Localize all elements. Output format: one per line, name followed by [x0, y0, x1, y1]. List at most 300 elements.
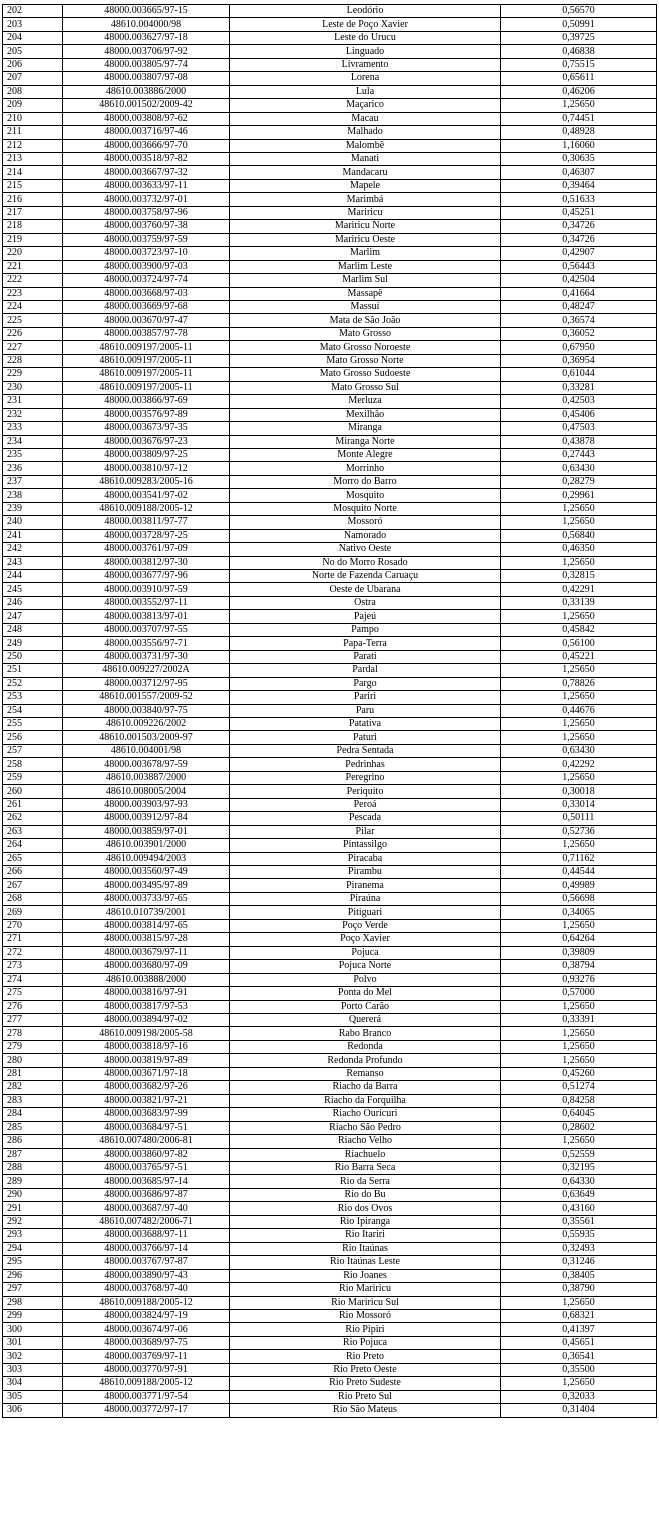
value-cell: 0,48928: [501, 126, 657, 139]
value-cell: 0,33014: [501, 798, 657, 811]
table-row: [3, 489, 657, 502]
row-number-cell: 227: [3, 341, 63, 354]
row-number-cell: 280: [3, 1054, 63, 1067]
process-number-cell: 48000.003903/97-93: [63, 798, 230, 811]
process-number-cell: 48000.003685/97-14: [63, 1175, 230, 1188]
row-number-cell: 268: [3, 892, 63, 905]
table-row: [3, 247, 657, 260]
value-cell: 0,33391: [501, 1013, 657, 1026]
process-number-cell: 48000.003552/97-11: [63, 596, 230, 609]
table-body: [3, 5, 657, 1418]
field-name-cell: Rabo Branco: [230, 1027, 501, 1040]
table-row: [3, 1054, 657, 1067]
table-row: [3, 220, 657, 233]
value-cell: 0,45260: [501, 1067, 657, 1080]
value-cell: 0,34065: [501, 906, 657, 919]
row-number-cell: 306: [3, 1404, 63, 1417]
value-cell: 0,56570: [501, 5, 657, 18]
field-name-cell: Quererá: [230, 1013, 501, 1026]
field-name-cell: Riacho da Forquilha: [230, 1094, 501, 1107]
process-number-cell: 48610.003901/2000: [63, 839, 230, 852]
field-name-cell: Rio Mossoró: [230, 1309, 501, 1322]
row-number-cell: 228: [3, 354, 63, 367]
process-number-cell: 48000.003689/97-75: [63, 1336, 230, 1349]
row-number-cell: 297: [3, 1283, 63, 1296]
field-name-cell: Patativa: [230, 718, 501, 731]
value-cell: 0,46350: [501, 543, 657, 556]
process-number-cell: 48000.003669/97-68: [63, 300, 230, 313]
value-cell: 1,25650: [501, 502, 657, 515]
value-cell: 0,64330: [501, 1175, 657, 1188]
process-number-cell: 48000.003728/97-25: [63, 529, 230, 542]
row-number-cell: 211: [3, 126, 63, 139]
field-name-cell: Marlim Leste: [230, 260, 501, 273]
value-cell: 0,56698: [501, 892, 657, 905]
value-cell: 0,49989: [501, 879, 657, 892]
field-name-cell: Pescada: [230, 812, 501, 825]
value-cell: 0,39464: [501, 179, 657, 192]
process-number-cell: 48000.003667/97-32: [63, 166, 230, 179]
value-cell: 0,36574: [501, 314, 657, 327]
row-number-cell: 276: [3, 1000, 63, 1013]
row-number-cell: 212: [3, 139, 63, 152]
table-row: [3, 1202, 657, 1215]
field-name-cell: Norte de Fazenda Caruaçu: [230, 570, 501, 583]
table-row: [3, 1081, 657, 1094]
process-number-cell: 48000.003670/97-47: [63, 314, 230, 327]
process-number-cell: 48000.003912/97-84: [63, 812, 230, 825]
row-number-cell: 216: [3, 193, 63, 206]
row-number-cell: 254: [3, 704, 63, 717]
field-name-cell: Rio Joanes: [230, 1269, 501, 1282]
value-cell: 0,46838: [501, 45, 657, 58]
field-name-cell: Rio Preto Sul: [230, 1390, 501, 1403]
process-number-cell: 48610.001503/2009-97: [63, 731, 230, 744]
field-name-cell: Rio Preto Sudeste: [230, 1377, 501, 1390]
row-number-cell: 210: [3, 112, 63, 125]
row-number-cell: 222: [3, 274, 63, 287]
table-row: [3, 462, 657, 475]
field-name-cell: Mapele: [230, 179, 501, 192]
row-number-cell: 236: [3, 462, 63, 475]
process-number-cell: 48000.003684/97-51: [63, 1121, 230, 1134]
row-number-cell: 295: [3, 1256, 63, 1269]
field-name-cell: Ostra: [230, 596, 501, 609]
row-number-cell: 252: [3, 677, 63, 690]
table-row: [3, 946, 657, 959]
row-number-cell: 303: [3, 1363, 63, 1376]
process-number-cell: 48610.009188/2005-12: [63, 1377, 230, 1390]
table-row: [3, 1323, 657, 1336]
row-number-cell: 275: [3, 987, 63, 1000]
row-number-cell: 205: [3, 45, 63, 58]
row-number-cell: 272: [3, 946, 63, 959]
table-row: [3, 99, 657, 112]
process-number-cell: 48000.003556/97-71: [63, 637, 230, 650]
field-name-cell: Mossoró: [230, 516, 501, 529]
field-name-cell: Manati: [230, 152, 501, 165]
row-number-cell: 229: [3, 368, 63, 381]
process-number-cell: 48000.003495/97-89: [63, 879, 230, 892]
field-name-cell: Miranga: [230, 422, 501, 435]
field-name-cell: Pajeú: [230, 610, 501, 623]
table-row: [3, 1242, 657, 1255]
field-name-cell: Rio Itariri: [230, 1229, 501, 1242]
field-name-cell: Mato Grosso Sudoeste: [230, 368, 501, 381]
process-number-cell: 48000.003541/97-02: [63, 489, 230, 502]
value-cell: 0,52736: [501, 825, 657, 838]
table-row: [3, 879, 657, 892]
table-row: [3, 1390, 657, 1403]
value-cell: 0,32815: [501, 570, 657, 583]
process-number-cell: 48610.009197/2005-11: [63, 368, 230, 381]
value-cell: 0,39809: [501, 946, 657, 959]
value-cell: 0,55935: [501, 1229, 657, 1242]
value-cell: 0,42907: [501, 247, 657, 260]
process-number-cell: 48000.003805/97-74: [63, 58, 230, 71]
table-row: [3, 691, 657, 704]
field-name-cell: Remanso: [230, 1067, 501, 1080]
row-number-cell: 287: [3, 1148, 63, 1161]
table-row: [3, 1296, 657, 1309]
field-name-cell: Namorado: [230, 529, 501, 542]
field-name-cell: Redonda: [230, 1040, 501, 1053]
row-number-cell: 289: [3, 1175, 63, 1188]
process-number-cell: 48610.004001/98: [63, 744, 230, 757]
value-cell: 0,51633: [501, 193, 657, 206]
value-cell: 0,45251: [501, 206, 657, 219]
process-number-cell: 48000.003731/97-30: [63, 650, 230, 663]
value-cell: 0,52559: [501, 1148, 657, 1161]
row-number-cell: 264: [3, 839, 63, 852]
table-row: [3, 1000, 657, 1013]
field-name-cell: Malombê: [230, 139, 501, 152]
field-name-cell: Rio Preto: [230, 1350, 501, 1363]
value-cell: 0,44544: [501, 866, 657, 879]
value-cell: 0,63649: [501, 1188, 657, 1201]
process-number-cell: 48000.003766/97-14: [63, 1242, 230, 1255]
table-row: [3, 1404, 657, 1417]
table-row: [3, 354, 657, 367]
field-name-cell: Marlim: [230, 247, 501, 260]
value-cell: 0,78826: [501, 677, 657, 690]
process-number-cell: 48000.003824/97-19: [63, 1309, 230, 1322]
value-cell: 1,25650: [501, 1296, 657, 1309]
field-name-cell: Mosquito Norte: [230, 502, 501, 515]
table-row: [3, 825, 657, 838]
value-cell: 0,51274: [501, 1081, 657, 1094]
table-row: [3, 1188, 657, 1201]
value-cell: 1,25650: [501, 1135, 657, 1148]
field-name-cell: Rio dos Ovos: [230, 1202, 501, 1215]
value-cell: 0,56443: [501, 260, 657, 273]
value-cell: 0,42291: [501, 583, 657, 596]
field-name-cell: Mato Grosso Noroeste: [230, 341, 501, 354]
table-row: [3, 906, 657, 919]
row-number-cell: 206: [3, 58, 63, 71]
row-number-cell: 260: [3, 785, 63, 798]
row-number-cell: 248: [3, 623, 63, 636]
table-row: [3, 1215, 657, 1228]
process-number-cell: 48000.003900/97-03: [63, 260, 230, 273]
process-number-cell: 48610.009197/2005-11: [63, 354, 230, 367]
field-name-cell: No do Morro Rosado: [230, 556, 501, 569]
process-number-cell: 48000.003767/97-87: [63, 1256, 230, 1269]
process-number-cell: 48000.003760/97-38: [63, 220, 230, 233]
process-number-cell: 48000.003809/97-25: [63, 448, 230, 461]
table-row: [3, 812, 657, 825]
row-number-cell: 204: [3, 31, 63, 44]
process-number-cell: 48000.003576/97-89: [63, 408, 230, 421]
row-number-cell: 238: [3, 489, 63, 502]
field-name-cell: Poço Xavier: [230, 933, 501, 946]
row-number-cell: 301: [3, 1336, 63, 1349]
value-cell: 0,65611: [501, 72, 657, 85]
row-number-cell: 207: [3, 72, 63, 85]
field-name-cell: Riachuelo: [230, 1148, 501, 1161]
row-number-cell: 243: [3, 556, 63, 569]
table-row: [3, 583, 657, 596]
field-name-cell: Pardal: [230, 664, 501, 677]
field-name-cell: Pampo: [230, 623, 501, 636]
field-name-cell: Rio Barra Seca: [230, 1161, 501, 1174]
value-cell: 0,45221: [501, 650, 657, 663]
row-number-cell: 285: [3, 1121, 63, 1134]
field-name-cell: Rio Itaúnas Leste: [230, 1256, 501, 1269]
value-cell: 0,93276: [501, 973, 657, 986]
row-number-cell: 283: [3, 1094, 63, 1107]
field-name-cell: Monte Alegre: [230, 448, 501, 461]
row-number-cell: 250: [3, 650, 63, 663]
process-number-cell: 48000.003759/97-59: [63, 233, 230, 246]
table-row: [3, 1040, 657, 1053]
table-row: [3, 287, 657, 300]
process-number-cell: 48000.003518/97-82: [63, 152, 230, 165]
row-number-cell: 292: [3, 1215, 63, 1228]
process-number-cell: 48000.003807/97-08: [63, 72, 230, 85]
row-number-cell: 218: [3, 220, 63, 233]
row-number-cell: 271: [3, 933, 63, 946]
table-row: [3, 341, 657, 354]
process-number-cell: 48000.003707/97-55: [63, 623, 230, 636]
process-number-cell: 48000.003677/97-96: [63, 570, 230, 583]
field-name-cell: Mosquito: [230, 489, 501, 502]
row-number-cell: 246: [3, 596, 63, 609]
process-number-cell: 48610.009197/2005-11: [63, 341, 230, 354]
field-name-cell: Mata de São João: [230, 314, 501, 327]
table-row: [3, 152, 657, 165]
table-row: [3, 973, 657, 986]
value-cell: 0,42503: [501, 395, 657, 408]
process-number-cell: 48000.003815/97-28: [63, 933, 230, 946]
row-number-cell: 253: [3, 691, 63, 704]
value-cell: 0,41397: [501, 1323, 657, 1336]
process-number-cell: 48610.009188/2005-12: [63, 1296, 230, 1309]
row-number-cell: 290: [3, 1188, 63, 1201]
field-name-cell: Pilar: [230, 825, 501, 838]
table-row: [3, 785, 657, 798]
value-cell: 0,30018: [501, 785, 657, 798]
process-number-cell: 48000.003812/97-30: [63, 556, 230, 569]
row-number-cell: 230: [3, 381, 63, 394]
value-cell: 1,25650: [501, 839, 657, 852]
field-name-cell: Leodório: [230, 5, 501, 18]
table-row: [3, 260, 657, 273]
value-cell: 0,33281: [501, 381, 657, 394]
table-row: [3, 1377, 657, 1390]
process-number-cell: 48000.003671/97-18: [63, 1067, 230, 1080]
row-number-cell: 278: [3, 1027, 63, 1040]
field-name-cell: Rio Preto Oeste: [230, 1363, 501, 1376]
row-number-cell: 277: [3, 1013, 63, 1026]
row-number-cell: 235: [3, 448, 63, 461]
table-row: [3, 933, 657, 946]
table-row: [3, 798, 657, 811]
value-cell: 0,50991: [501, 18, 657, 31]
table-row: [3, 1135, 657, 1148]
value-cell: 0,34726: [501, 233, 657, 246]
field-name-cell: Peregrino: [230, 771, 501, 784]
process-number-cell: 48000.003768/97-40: [63, 1283, 230, 1296]
process-number-cell: 48000.003683/97-99: [63, 1108, 230, 1121]
table-row: [3, 677, 657, 690]
process-number-cell: 48000.003686/97-87: [63, 1188, 230, 1201]
process-number-cell: 48000.003688/97-11: [63, 1229, 230, 1242]
process-number-cell: 48610.003888/2000: [63, 973, 230, 986]
table-row: [3, 408, 657, 421]
value-cell: 1,25650: [501, 1040, 657, 1053]
field-name-cell: Rio do Bu: [230, 1188, 501, 1201]
process-number-cell: 48610.009198/2005-58: [63, 1027, 230, 1040]
value-cell: 0,34726: [501, 220, 657, 233]
row-number-cell: 261: [3, 798, 63, 811]
field-name-cell: Pojuca Norte: [230, 960, 501, 973]
value-cell: 0,45842: [501, 623, 657, 636]
value-cell: 1,25650: [501, 718, 657, 731]
value-cell: 0,39725: [501, 31, 657, 44]
process-number-cell: 48000.003817/97-53: [63, 1000, 230, 1013]
value-cell: 0,32033: [501, 1390, 657, 1403]
field-name-cell: Piranema: [230, 879, 501, 892]
process-number-cell: 48610.001502/2009-42: [63, 99, 230, 112]
table-row: [3, 556, 657, 569]
row-number-cell: 220: [3, 247, 63, 260]
row-number-cell: 255: [3, 718, 63, 731]
value-cell: 0,32195: [501, 1161, 657, 1174]
row-number-cell: 242: [3, 543, 63, 556]
value-cell: 1,25650: [501, 919, 657, 932]
process-number-cell: 48000.003819/97-89: [63, 1054, 230, 1067]
row-number-cell: 265: [3, 852, 63, 865]
field-name-cell: Papa-Terra: [230, 637, 501, 650]
process-number-cell: 48000.003560/97-49: [63, 866, 230, 879]
row-number-cell: 233: [3, 422, 63, 435]
row-number-cell: 273: [3, 960, 63, 973]
row-number-cell: 259: [3, 771, 63, 784]
row-number-cell: 232: [3, 408, 63, 421]
table-row: [3, 570, 657, 583]
row-number-cell: 203: [3, 18, 63, 31]
process-number-cell: 48000.003910/97-59: [63, 583, 230, 596]
field-name-cell: Rio Pojuca: [230, 1336, 501, 1349]
row-number-cell: 225: [3, 314, 63, 327]
value-cell: 0,36954: [501, 354, 657, 367]
process-number-cell: 48610.001557/2009-52: [63, 691, 230, 704]
row-number-cell: 263: [3, 825, 63, 838]
table-row: [3, 1309, 657, 1322]
value-cell: 0,56100: [501, 637, 657, 650]
row-number-cell: 279: [3, 1040, 63, 1053]
table-row: [3, 395, 657, 408]
field-name-cell: Pitiguari: [230, 906, 501, 919]
value-cell: 1,25650: [501, 731, 657, 744]
field-name-cell: Malhado: [230, 126, 501, 139]
process-number-cell: 48000.003818/97-16: [63, 1040, 230, 1053]
row-number-cell: 224: [3, 300, 63, 313]
field-name-cell: Rio São Mateus: [230, 1404, 501, 1417]
value-cell: 1,16060: [501, 139, 657, 152]
value-cell: 0,29961: [501, 489, 657, 502]
process-number-cell: 48000.003821/97-21: [63, 1094, 230, 1107]
field-name-cell: Periquito: [230, 785, 501, 798]
field-name-cell: Paru: [230, 704, 501, 717]
row-number-cell: 244: [3, 570, 63, 583]
process-number-cell: 48000.003712/97-95: [63, 677, 230, 690]
process-number-cell: 48000.003840/97-75: [63, 704, 230, 717]
value-cell: 0,61044: [501, 368, 657, 381]
process-number-cell: 48610.007482/2006-71: [63, 1215, 230, 1228]
row-number-cell: 257: [3, 744, 63, 757]
table-row: [3, 1336, 657, 1349]
table-row: [3, 650, 657, 663]
row-number-cell: 282: [3, 1081, 63, 1094]
table-row: [3, 193, 657, 206]
value-cell: 1,25650: [501, 691, 657, 704]
value-cell: 0,36541: [501, 1350, 657, 1363]
process-number-cell: 48000.003668/97-03: [63, 287, 230, 300]
field-name-cell: Linguado: [230, 45, 501, 58]
process-number-cell: 48000.003758/97-96: [63, 206, 230, 219]
row-number-cell: 217: [3, 206, 63, 219]
value-cell: 1,25650: [501, 556, 657, 569]
field-name-cell: Pedra Sentada: [230, 744, 501, 757]
process-number-cell: 48610.009226/2002: [63, 718, 230, 731]
field-name-cell: Livramento: [230, 58, 501, 71]
row-number-cell: 223: [3, 287, 63, 300]
table-row: [3, 1350, 657, 1363]
process-number-cell: 48000.003633/97-11: [63, 179, 230, 192]
field-name-cell: Leste do Urucu: [230, 31, 501, 44]
value-cell: 0,42504: [501, 274, 657, 287]
process-number-cell: 48000.003674/97-06: [63, 1323, 230, 1336]
field-name-cell: Pedrinhas: [230, 758, 501, 771]
value-cell: 0,43878: [501, 435, 657, 448]
process-number-cell: 48000.003860/97-82: [63, 1148, 230, 1161]
table-row: [3, 475, 657, 488]
table-row: [3, 1161, 657, 1174]
table-row: [3, 892, 657, 905]
row-number-cell: 215: [3, 179, 63, 192]
field-name-cell: Leste de Poço Xavier: [230, 18, 501, 31]
process-number-cell: 48610.009494/2003: [63, 852, 230, 865]
value-cell: 0,32493: [501, 1242, 657, 1255]
field-name-cell: Piracaba: [230, 852, 501, 865]
process-number-cell: 48610.007480/2006-81: [63, 1135, 230, 1148]
row-number-cell: 284: [3, 1108, 63, 1121]
row-number-cell: 221: [3, 260, 63, 273]
value-cell: 0,42292: [501, 758, 657, 771]
row-number-cell: 286: [3, 1135, 63, 1148]
